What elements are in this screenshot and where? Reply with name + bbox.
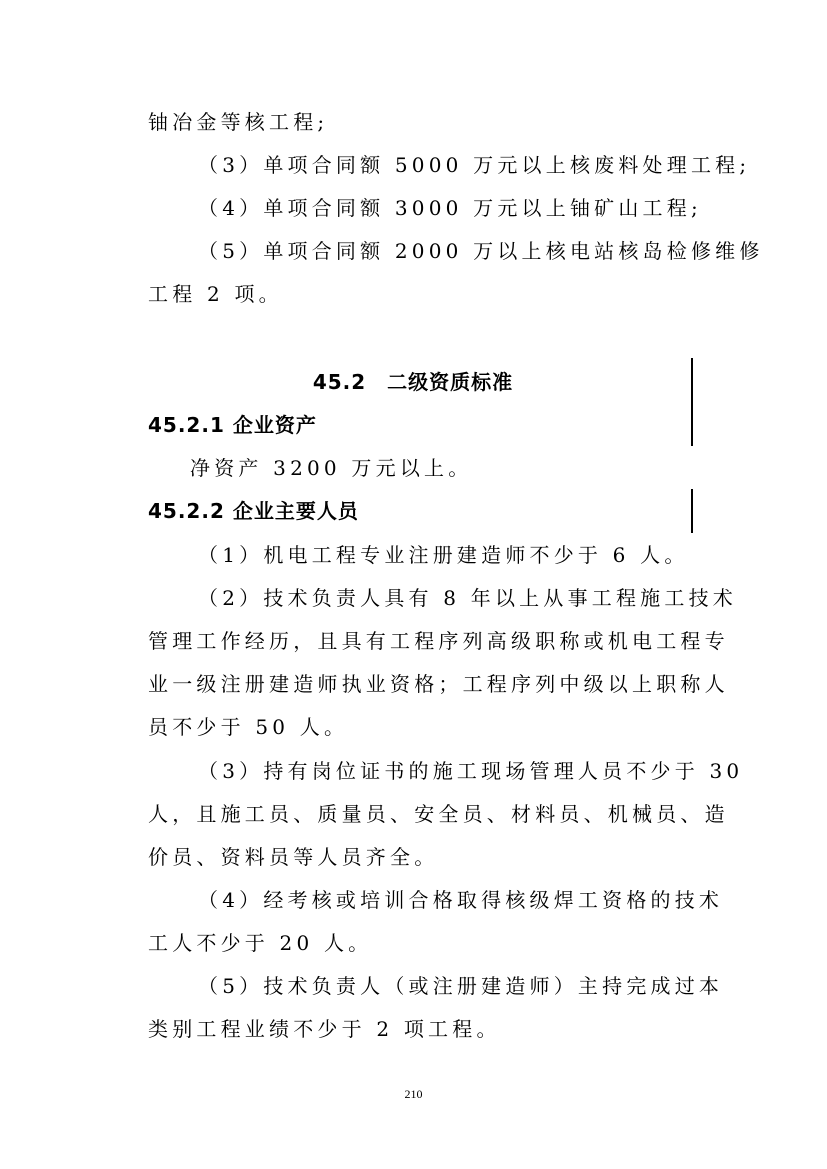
personnel-item-4-line1: （4）经考核或培训合格取得核级焊工资格的技术 — [198, 888, 724, 912]
personnel-item-3-line3: 价员、资料员等人员齐全。 — [148, 845, 439, 869]
personnel-item-3-line2: 人，且施工员、质量员、安全员、材料员、机械员、造 — [148, 802, 729, 826]
revision-bar — [691, 489, 693, 533]
personnel-item-2-line1: （2）技术负责人具有 8 年以上从事工程施工技术 — [198, 586, 737, 610]
personnel-item-2-line3: 业一级注册建造师执业资格；工程序列中级以上职称人 — [148, 672, 729, 696]
section-title: 45.2 二级资质标准 — [312, 370, 514, 394]
personnel-item-2-line2: 管理工作经历，且具有工程序列高级职称或机电工程专 — [148, 629, 729, 653]
personnel-item-4-line2: 工人不少于 20 人。 — [148, 931, 373, 955]
personnel-item-5-line2: 类别工程业绩不少于 2 项工程。 — [148, 1017, 501, 1041]
personnel-item-1: （1）机电工程专业注册建造师不少于 6 人。 — [198, 543, 689, 567]
list-item-5-line1: （5）单项合同额 2000 万以上核电站核岛检修维修 — [198, 239, 764, 263]
revision-bar — [691, 358, 693, 446]
personnel-item-5-line1: （5）技术负责人（或注册建造师）主持完成过本 — [198, 974, 724, 998]
page-number: 210 — [404, 1087, 423, 1101]
list-item-5-line2: 工程 2 项。 — [148, 282, 283, 306]
paragraph-continuation: 铀冶金等核工程; — [148, 110, 329, 134]
subsection-heading-assets: 45.2.1 企业资产 — [148, 413, 317, 437]
subsection-heading-personnel: 45.2.2 企业主要人员 — [148, 499, 359, 523]
personnel-item-3-line1: （3）持有岗位证书的施工现场管理人员不少于 30 — [198, 759, 744, 783]
assets-text: 净资产 3200 万元以上。 — [190, 456, 473, 480]
list-item-3: （3）单项合同额 5000 万元以上核废料处理工程; — [198, 153, 751, 177]
list-item-4: （4）单项合同额 3000 万元以上铀矿山工程; — [198, 196, 702, 220]
personnel-item-2-line4: 员不少于 50 人。 — [148, 715, 349, 739]
